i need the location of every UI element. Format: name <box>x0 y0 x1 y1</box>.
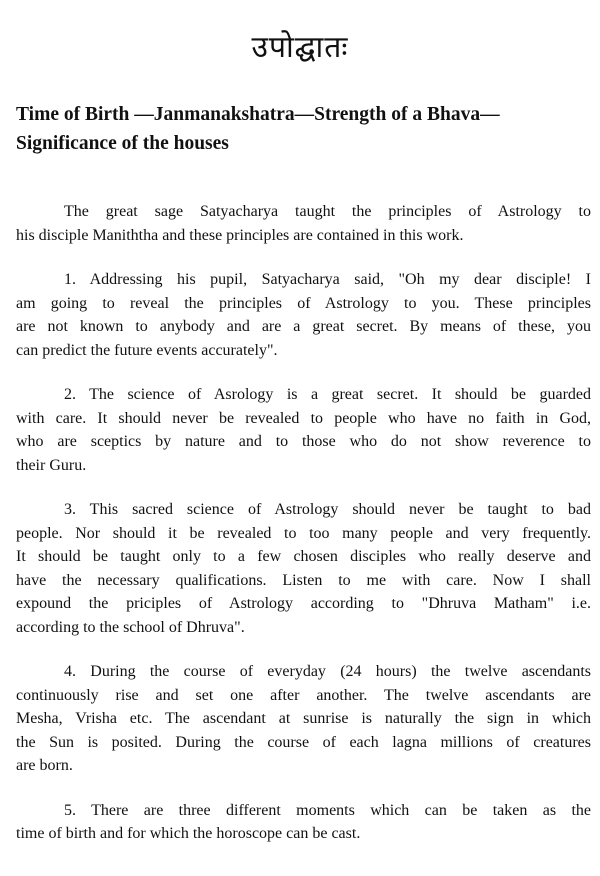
chapter-heading <box>16 100 591 158</box>
paragraph-3 <box>16 498 591 639</box>
text-line: expound the priciples of Astrology according to "Dhruva Matham" i.e. <box>16 595 591 612</box>
text-line: 2. The science of Asrology is a great secret. It should be guarded <box>64 386 591 403</box>
text-line: 5. There are three different moments which can be taken as the <box>64 801 591 819</box>
text-line: 4. During the course of everyday (24 hours) the twelve ascendants <box>64 663 591 680</box>
text-line: The great sage Satyacharya taught the principles of Astrology to <box>64 203 591 220</box>
chapter-heading-line-1: Time of Birth —Janmanakshatra—Strength of a Bhava— <box>16 104 500 125</box>
text-line: who are sceptics by nature and to those who do not show reverence to <box>16 433 591 450</box>
text-line: continuously rise and set one after another. The twelve ascendants are <box>16 686 591 704</box>
text-line: are born. <box>16 757 73 774</box>
text-line: have the necessary qualifications. Listen to me with care. Now I shall <box>16 571 591 589</box>
paragraph-1 <box>16 268 591 362</box>
chapter-heading-line-2: Significance of the houses <box>16 133 229 154</box>
text-line: It should be taught only to a few chosen disciples who really deserve and <box>16 548 591 565</box>
paragraph-5 <box>16 799 591 846</box>
text-line: can predict the future events accurately". <box>16 341 278 359</box>
text-line: people. Nor should it be revealed to too many people and very frequently. <box>16 524 591 542</box>
paragraph-4 <box>16 660 591 778</box>
text-line: 3. This sacred science of Astrology should never be taught to bad <box>64 501 591 518</box>
text-line: with care. It should never be revealed to people who have no faith in God, <box>16 409 591 427</box>
devanagari-chapter-title: उपोद्घातः <box>251 30 349 65</box>
text-line: the Sun is posited. During the course of each lagna millions of creatures <box>16 733 591 751</box>
text-line: am going to reveal the principles of Astrology to you. These principles <box>16 294 591 312</box>
text-line: his disciple Maniththa and these principles are contained in this work. <box>16 226 464 244</box>
text-line: Mesha, Vrisha etc. The ascendant at sunrise is naturally the sign in which <box>16 710 591 727</box>
text-line: time of birth and for which the horoscope can be cast. <box>16 825 361 842</box>
text-line: are not known to anybody and are a great secret. By means of these, you <box>16 318 591 335</box>
text-line: their Guru. <box>16 456 87 474</box>
text-line: 1. Addressing his pupil, Satyacharya said, "Oh my dear disciple! I <box>64 271 591 288</box>
body-text <box>16 200 591 867</box>
text-line: according to the school of Dhruva". <box>16 618 245 636</box>
paragraph-intro <box>16 200 591 247</box>
paragraph-2 <box>16 383 591 477</box>
